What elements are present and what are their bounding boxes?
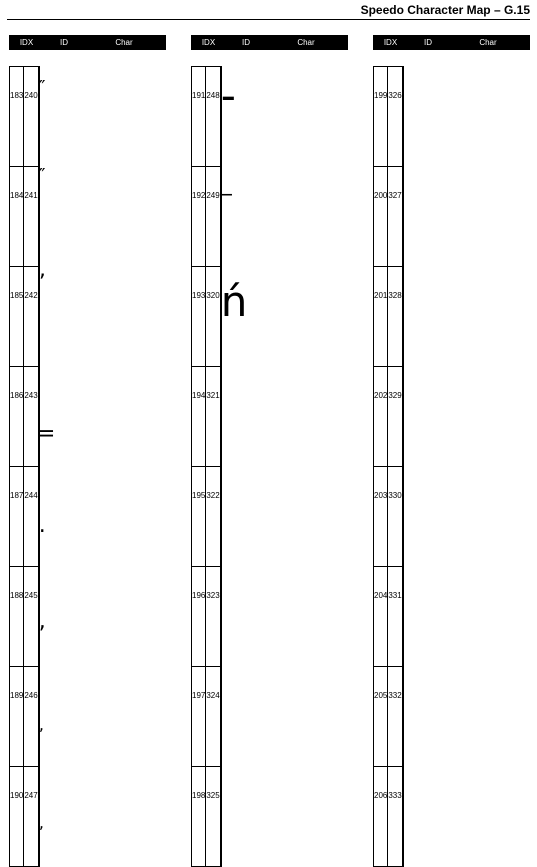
table-row — [192, 367, 222, 467]
id-cell — [24, 267, 38, 367]
page-title: Speedo Character Map – G.15 — [360, 3, 530, 17]
char-cell: ‗ — [38, 367, 39, 467]
id-cell — [206, 167, 220, 267]
table-row — [374, 567, 404, 667]
table-row — [10, 467, 40, 567]
table-row — [192, 467, 222, 567]
idx-value: 204 — [374, 591, 388, 600]
idx-value: 185 — [10, 291, 24, 300]
id-cell — [206, 367, 220, 467]
id-value: 249 — [206, 191, 220, 200]
char-cell — [402, 767, 403, 867]
id-value: 323 — [206, 591, 220, 600]
id-value: 320 — [206, 291, 220, 300]
id-cell — [206, 267, 220, 367]
id-cell — [388, 167, 402, 267]
char-cell — [402, 567, 403, 667]
id-value: 321 — [206, 391, 220, 400]
table-row — [10, 367, 40, 467]
id-value: 247 — [24, 791, 38, 800]
char-cell — [402, 167, 403, 267]
id-value: 329 — [388, 391, 402, 400]
idx-value: 183 — [10, 91, 24, 100]
idx-value: 203 — [374, 491, 388, 500]
idx-value: 199 — [374, 91, 388, 100]
idx-value: 187 — [10, 491, 24, 500]
idx-value: 206 — [374, 791, 388, 800]
char-cell: ″ — [38, 167, 39, 267]
id-value: 240 — [24, 91, 38, 100]
table-row — [192, 267, 222, 367]
id-value: 332 — [388, 691, 402, 700]
idx-cell — [10, 367, 24, 467]
idx-value: 195 — [192, 491, 206, 500]
id-cell — [388, 467, 402, 567]
character-table — [9, 66, 53, 867]
idx-value: 200 — [374, 191, 388, 200]
table-row — [374, 367, 404, 467]
idx-cell — [192, 267, 206, 367]
idx-cell — [10, 567, 24, 667]
idx-cell — [192, 667, 206, 767]
char-cell — [402, 467, 403, 567]
idx-value: 205 — [374, 691, 388, 700]
id-cell — [206, 567, 220, 667]
id-cell — [388, 667, 402, 767]
id-cell — [206, 667, 220, 767]
table-row — [10, 267, 40, 367]
id-cell — [206, 767, 220, 867]
idx-value: 184 — [10, 191, 24, 200]
idx-cell — [10, 767, 24, 867]
character-table — [373, 66, 404, 867]
id-cell — [24, 667, 38, 767]
id-value: 324 — [206, 691, 220, 700]
header-idx: IDX — [383, 38, 398, 47]
idx-value: 202 — [374, 391, 388, 400]
header-id: ID — [60, 38, 68, 47]
idx-value: 188 — [10, 591, 24, 600]
char-cell: ″ — [38, 67, 39, 167]
idx-value: 191 — [192, 91, 206, 100]
idx-value: 197 — [192, 691, 206, 700]
id-cell — [24, 167, 38, 267]
id-value: 241 — [24, 191, 38, 200]
table-row — [192, 667, 222, 767]
idx-cell — [374, 667, 388, 767]
id-value: 328 — [388, 291, 402, 300]
header-id: ID — [424, 38, 432, 47]
char-cell — [402, 67, 403, 167]
table-row — [374, 267, 404, 367]
char-cell: ń — [220, 267, 221, 367]
idx-value: 198 — [192, 791, 206, 800]
char-cell — [402, 667, 403, 767]
idx-cell — [192, 767, 206, 867]
table-row — [192, 567, 222, 667]
id-cell — [206, 67, 220, 167]
idx-cell — [10, 667, 24, 767]
id-cell — [388, 67, 402, 167]
id-value: 248 — [206, 91, 220, 100]
id-cell — [388, 767, 402, 867]
id-cell — [388, 567, 402, 667]
header-char: Char — [479, 38, 497, 47]
id-cell — [24, 567, 38, 667]
table-row — [192, 167, 222, 267]
id-value: 327 — [388, 191, 402, 200]
idx-value: 192 — [192, 191, 206, 200]
header-char: Char — [115, 38, 133, 47]
idx-cell — [374, 67, 388, 167]
idx-cell — [374, 767, 388, 867]
char-cell — [220, 567, 221, 667]
char-cell — [402, 367, 403, 467]
table-row — [10, 567, 40, 667]
char-cell: - — [220, 67, 221, 167]
char-cell — [220, 767, 221, 867]
id-cell — [24, 367, 38, 467]
idx-value: 189 — [10, 691, 24, 700]
id-value: 333 — [388, 791, 402, 800]
table-header — [191, 35, 348, 50]
char-cell: . — [38, 467, 39, 567]
table-row — [374, 467, 404, 567]
idx-value: 201 — [374, 291, 388, 300]
id-cell — [388, 367, 402, 467]
id-cell — [24, 767, 38, 867]
table-header — [9, 35, 166, 50]
table-row — [192, 67, 222, 167]
header-idx: IDX — [201, 38, 216, 47]
char-cell: ‚ — [38, 767, 39, 867]
id-value: 325 — [206, 791, 220, 800]
idx-value: 196 — [192, 591, 206, 600]
idx-cell — [374, 267, 388, 367]
idx-cell — [374, 367, 388, 467]
table-row — [10, 67, 40, 167]
id-value: 243 — [24, 391, 38, 400]
idx-cell — [192, 567, 206, 667]
idx-value: 194 — [192, 391, 206, 400]
idx-cell — [10, 67, 24, 167]
idx-cell — [10, 267, 24, 367]
id-value: 246 — [24, 691, 38, 700]
idx-value: 193 — [192, 291, 206, 300]
id-value: 331 — [388, 591, 402, 600]
idx-cell — [10, 167, 24, 267]
idx-cell — [192, 467, 206, 567]
id-value: 326 — [388, 91, 402, 100]
id-cell — [206, 467, 220, 567]
char-cell — [220, 667, 221, 767]
title-rule — [7, 19, 530, 20]
table-header — [373, 35, 530, 50]
char-cell: _ — [220, 167, 221, 267]
char-cell — [220, 467, 221, 567]
char-cell: ‚ — [38, 667, 39, 767]
idx-cell — [374, 567, 388, 667]
char-cell — [402, 267, 403, 367]
header-id: ID — [242, 38, 250, 47]
table-row — [374, 767, 404, 867]
id-value: 330 — [388, 491, 402, 500]
idx-cell — [192, 367, 206, 467]
idx-value: 190 — [10, 791, 24, 800]
table-row — [374, 667, 404, 767]
table-row — [192, 767, 222, 867]
char-cell: ’ — [38, 267, 39, 367]
idx-cell — [192, 167, 206, 267]
header-idx: IDX — [19, 38, 34, 47]
id-value: 245 — [24, 591, 38, 600]
idx-cell — [192, 67, 206, 167]
table-row — [10, 767, 40, 867]
char-cell — [220, 367, 221, 467]
id-cell — [24, 467, 38, 567]
idx-cell — [374, 167, 388, 267]
idx-value: 186 — [10, 391, 24, 400]
id-value: 244 — [24, 491, 38, 500]
table-row — [374, 67, 404, 167]
character-table — [191, 66, 248, 867]
table-row — [374, 167, 404, 267]
id-cell — [388, 267, 402, 367]
char-cell: , — [38, 567, 39, 667]
id-cell — [24, 67, 38, 167]
table-row — [10, 667, 40, 767]
header-char: Char — [297, 38, 315, 47]
id-value: 242 — [24, 291, 38, 300]
id-value: 322 — [206, 491, 220, 500]
idx-cell — [374, 467, 388, 567]
idx-cell — [10, 467, 24, 567]
table-row — [10, 167, 40, 267]
